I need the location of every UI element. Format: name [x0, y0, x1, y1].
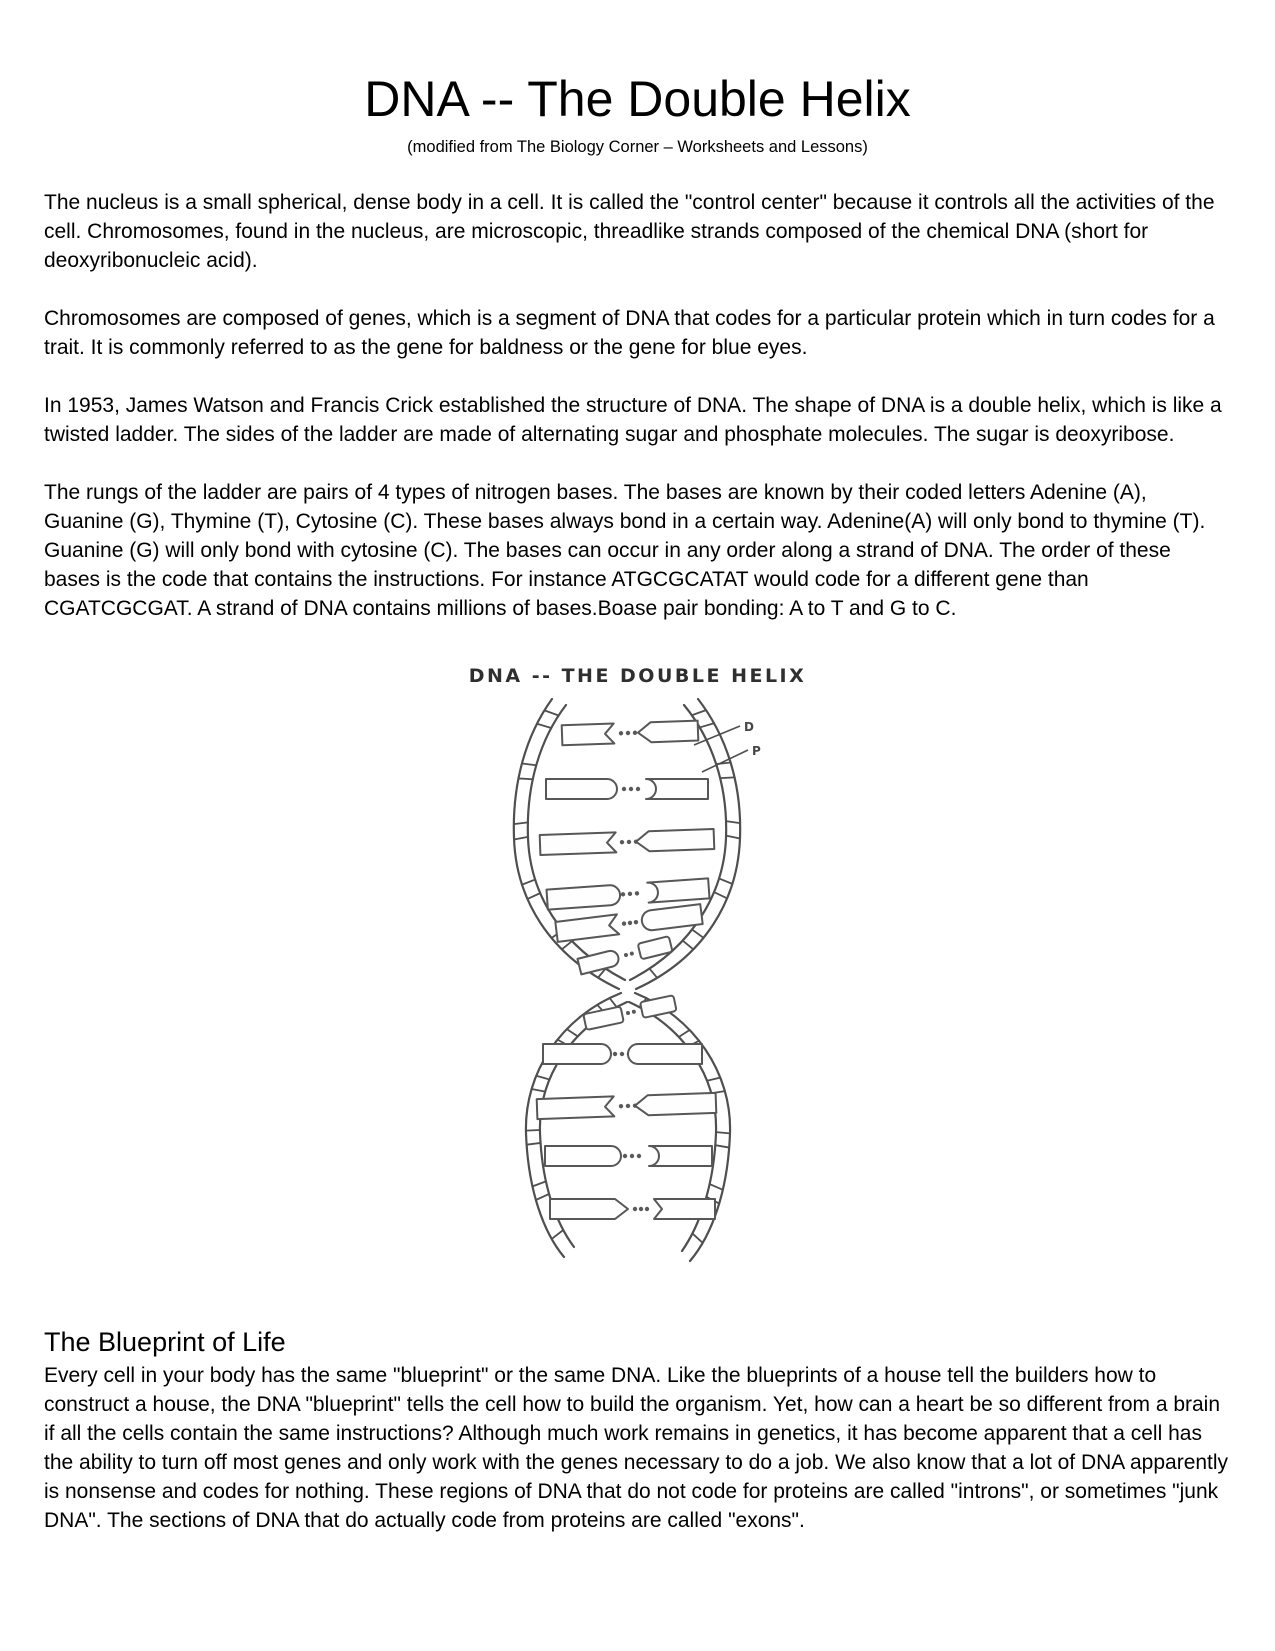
- section-heading-blueprint: The Blueprint of Life: [44, 1327, 286, 1357]
- dna-structure-labels: [694, 720, 761, 772]
- base-pair-rung: [543, 1044, 702, 1064]
- base-pair-rung: [546, 878, 709, 909]
- document-subtitle: (modified from The Biology Corner – Worksheets and Lessons): [407, 138, 868, 156]
- dna-figure: [44, 665, 1231, 1273]
- base-pair-rung: [550, 1199, 715, 1219]
- base-pair-rung: [583, 995, 676, 1030]
- base-pair-rung: [555, 904, 702, 942]
- base-pair-rung: [545, 1146, 712, 1166]
- paragraph-chromosomes-genes: Chromosomes are composed of genes, which is a segment of DNA that codes for a particular protein which in turn codes for a trait. It is commonly referred to as the gene for baldness or the gene for blue eyes.: [44, 307, 1215, 359]
- dna-figure-caption: DNA -- THE DOUBLE HELIX: [468, 665, 807, 687]
- paragraph-blueprint-of-life: Every cell in your body has the same "blueprint" or the same DNA. Like the blueprints of a house tell the builders how to construct a house, the DNA "blueprint" tells the cell how to build the organism. Yet, how can a heart be so different from a brain if all the cells contain the same instructions? Although much work remains in genetics, it has become apparent that a cell has the ability to turn off most genes and only work with the genes necessary to do a job. We also know that a lot of DNA apparently is nonsense and codes for nothing. These regions of DNA that do not code for proteins are called "introns", or sometimes "junk DNA". The sections of DNA that do actually code from proteins are called "exons".: [44, 1364, 1229, 1532]
- base-pair-rung: [536, 1093, 716, 1119]
- paragraph-watson-crick: In 1953, James Watson and Francis Crick established the structure of DNA. The shape of DNA is a double helix, which is like a twisted ladder. The sides of the ladder are made of alternating sugar and phosphate molecules. The sugar is deoxyribose.: [44, 394, 1222, 446]
- label-deoxyribose: D: [743, 720, 754, 734]
- label-phosphate: P: [751, 744, 761, 758]
- paragraph-nitrogen-bases: The rungs of the ladder are pairs of 4 types of nitrogen bases. The bases are known by their coded letters Adenine (A), Guanine (G), Thymine (T), Cytosine (C). These bases always bond in a certain way. Adenine(A) will only bond to thymine (T). Guanine (G) will only bond with cytosine (C). The bases can occur in any order along a strand of DNA. The order of these bases is the code that contains the instructions. For instance ATGCGCATAT would code for a different gene than CGATCGCGAT. A strand of DNA contains millions of bases.Boase pair bonding: A to T and G to C.: [44, 481, 1206, 620]
- dna-base-pair-rungs: [536, 721, 716, 1219]
- paragraph-nucleus: The nucleus is a small spherical, dense body in a cell. It is called the "control center" because it controls all the activities of the cell. Chromosomes, found in the nucleus, are microscopic, threadlike strands composed of the chemical DNA (short for deoxyribonucleic acid).: [44, 191, 1215, 272]
- base-pair-rung: [577, 936, 672, 974]
- base-pair-rung: [546, 779, 708, 799]
- dna-helix-drawing: [486, 693, 806, 1273]
- base-pair-rung: [539, 829, 714, 855]
- document-title: DNA -- The Double Helix: [364, 71, 911, 127]
- base-pair-rung: [561, 721, 698, 746]
